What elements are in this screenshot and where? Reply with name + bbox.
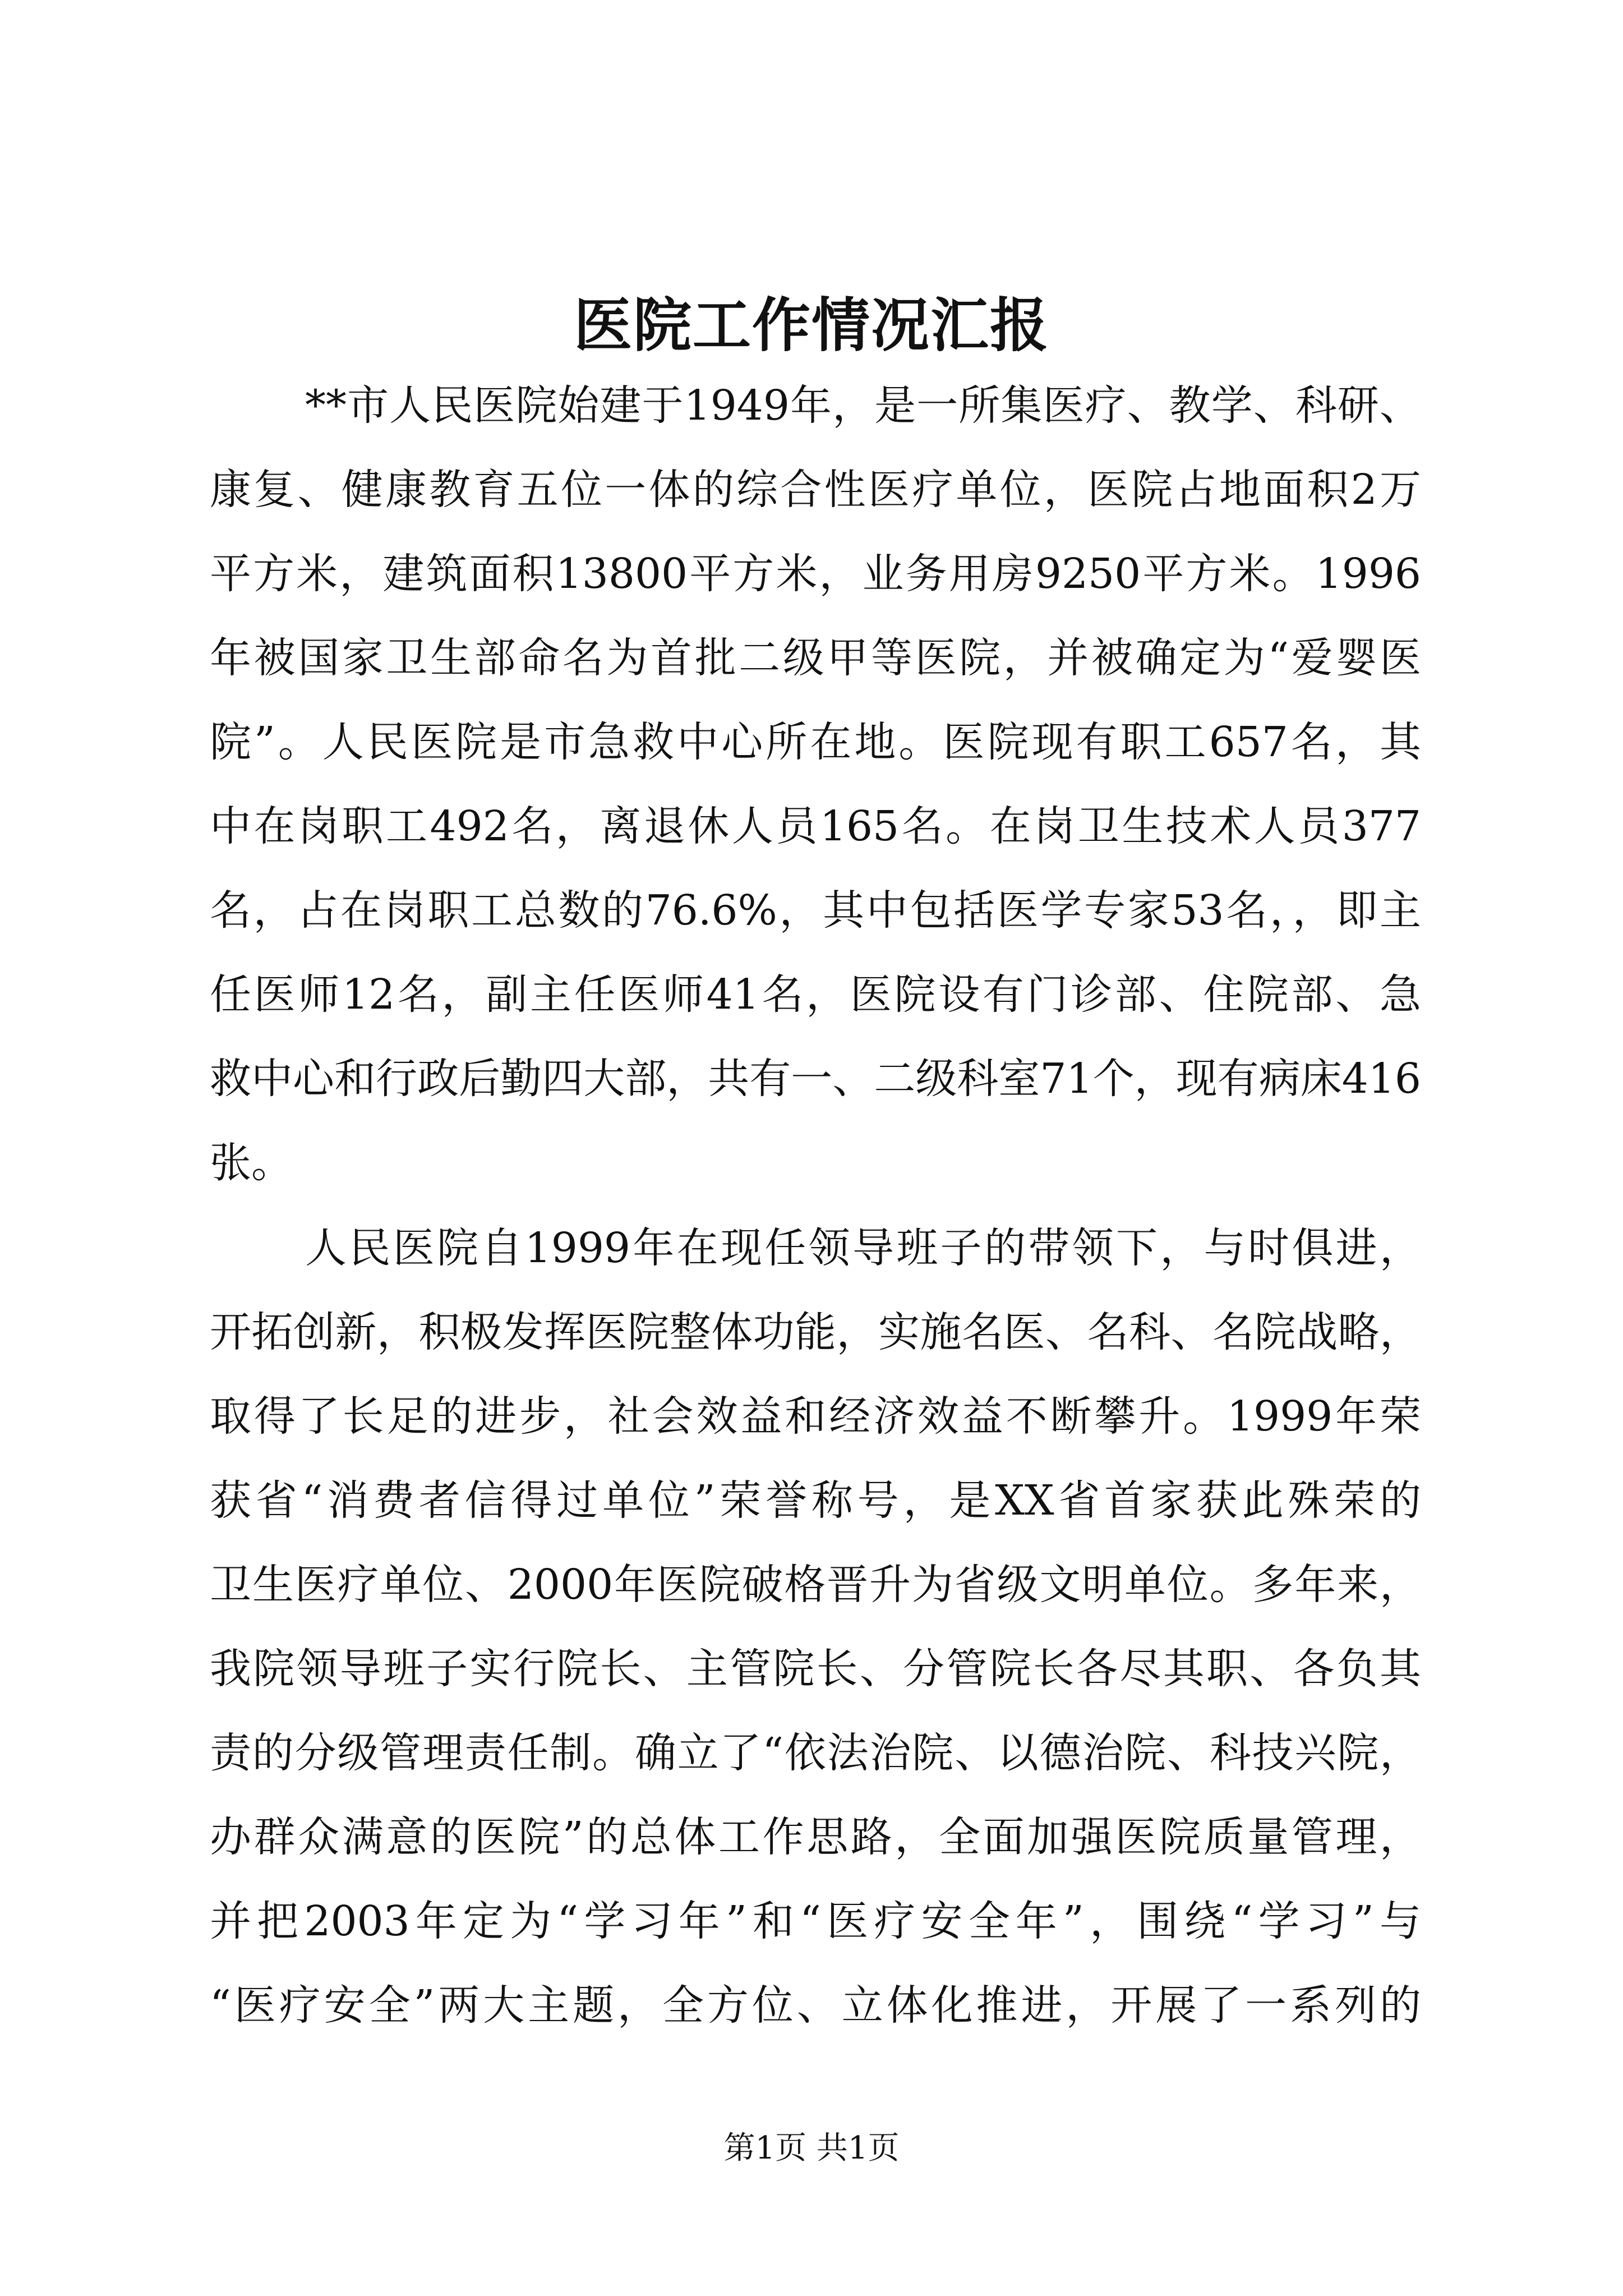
text-line: **市人民医院始建于1949年，是一所集医疗、教学、科研、: [305, 381, 1421, 430]
text-line: “医疗安全”两大主题，全方位、立体化推进，开展了一系列的: [210, 1981, 1421, 2030]
text-line: 卫生医疗单位、2000年医院破格晋升为省级文明单位。多年来，: [210, 1561, 1421, 1609]
text-line: 人民医院自1999年在现任领导班子的带领下，与时俱进，: [305, 1224, 1421, 1272]
text-line: 任医师12名，副主任医师41名，医院设有门诊部、住院部、急: [210, 970, 1421, 1019]
paragraph-1: [210, 364, 1421, 1205]
text-line: 获省“消费者信得过单位”荣誉称号，是XX省首家获此殊荣的: [210, 1476, 1421, 1525]
text-line: 中在岗职工492名，离退休人员165名。在岗卫生技术人员377: [210, 802, 1421, 850]
text-line: 办群众满意的医院”的总体工作思路，全面加强医院质量管理，: [210, 1813, 1421, 1861]
text-line: 我院领导班子实行院长、主管院长、分管院长各尽其职、各负其: [210, 1645, 1421, 1693]
text-line: 责的分级管理责任制。确立了“依法治院、以德治院、科技兴院，: [210, 1729, 1421, 1777]
text-line: 并把2003年定为“学习年”和“医疗安全年”，围绕“学习”与: [210, 1897, 1421, 1945]
text-line: 年被国家卫生部命名为首批二级甲等医院，并被确定为“爱婴医: [210, 634, 1421, 682]
text-line: 名，占在岗职工总数的76.6%，其中包括医学专家53名，，即主: [210, 886, 1421, 935]
text-line: 开拓创新，积极发挥医院整体功能，实施名医、名科、名院战略，: [210, 1308, 1421, 1356]
text-line: 平方米，建筑面积13800平方米，业务用房9250平方米。1996: [210, 550, 1421, 598]
document-body: [210, 364, 1421, 2047]
document-title: 医院工作情况汇报: [573, 291, 1049, 360]
paragraph-2: [210, 1206, 1421, 2047]
text-line: 院”。人民医院是市急救中心所在地。医院现有职工657名，其: [210, 718, 1421, 766]
text-line: 救中心和行政后勤四大部，共有一、二级科室71个，现有病床416: [210, 1055, 1421, 1103]
text-line: 康复、健康教育五位一体的综合性医疗单位，医院占地面积2万: [210, 466, 1421, 514]
page-footer: 第1页 共1页: [723, 2130, 900, 2166]
text-line: 张。: [210, 1139, 293, 1187]
text-line: 取得了长足的进步，社会效益和经济效益不断攀升。1999年荣: [210, 1392, 1421, 1441]
